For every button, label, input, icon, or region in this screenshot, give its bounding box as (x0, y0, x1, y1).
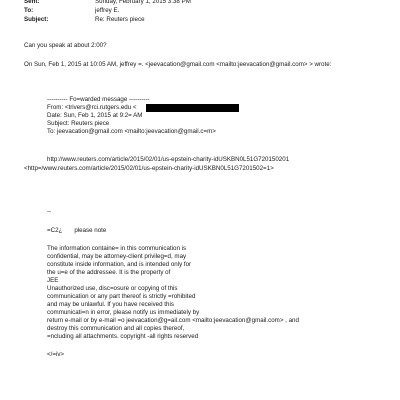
forwarded-separator: ---------- Fo=warded message ---------- (47, 96, 150, 103)
signature-dashes: -- (47, 208, 52, 215)
disclaimer-line: communicati=n in error, please notify us immediately by (47, 309, 200, 316)
encoding-artifact: =C2¿ (47, 227, 63, 234)
please-note-text: please note (74, 227, 107, 234)
disclaimer-line: Unauthorized use, disc=osure or copying of this (47, 285, 178, 292)
disclaimer-line: The information containe= in this communication is (47, 245, 187, 252)
to-row (24, 7, 119, 15)
disclaimer-line: constitute inside information, and is intended only for (47, 261, 192, 268)
forwarded-from: From: <trivers@rci.rutgers.edu < (47, 104, 137, 111)
closing-tag: </=iv> (47, 351, 65, 358)
sent-row (24, 0, 191, 6)
disclaimer-line: JEE (47, 277, 59, 284)
sent-value: Sunday, February 1, 2015 3:38 PM (95, 0, 191, 5)
disclaimer-line: return e-mail or by e-mail =o jeevacation@g=ail.com <mailto:jeevacation@gmail.com> , and (47, 317, 299, 324)
disclaimer-line: destroy this communication and all copies thereof, (47, 325, 185, 332)
please-note-row (47, 227, 106, 235)
subject-label: Subject: (24, 16, 49, 23)
subject-value: Re: Reuters piece (95, 16, 145, 23)
sent-label: Sent: (24, 0, 40, 5)
reply-text: Can you speak at about 2:00? (24, 42, 107, 49)
disclaimer-line: and may be unlawful. If you have received this (47, 301, 174, 308)
disclaimer-line: communication or any part thereof is strictly =rohibited (47, 293, 196, 300)
to-value: jeffrey E. (95, 7, 120, 14)
disclaimer-line: =ncluding all attachments. copyright -all rights reserved (47, 333, 199, 340)
forwarded-subject: Subject: Reuters piece (47, 120, 110, 127)
redaction-bar (146, 104, 239, 112)
forwarded-date: Date: Sun, Feb 1, 2015 at 9:2= AM (47, 112, 143, 119)
quoted-attribution: On Sun, Feb 1, 2015 at 10:05 AM, jeffrey =. <jeevacation@gmail.com <mailto:jeevacation@gmail.com> > wrote: (24, 61, 332, 68)
subject-row (24, 16, 145, 24)
article-url-bracketed: <http=/www.reuters.com/article/2015/02/01/us-epstein-charity-idUSKBN0L51G7201502=1> (24, 165, 274, 172)
disclaimer-line: confidential, may be attorney-client privileg=d, may (47, 253, 187, 260)
disclaimer-line: the u=e of the addressee. It is the property of (47, 269, 171, 276)
article-url: http://www.reuters.com/article/2015/02/01/us-epstein-charity-idUSKBN0L51G720150201 (47, 156, 290, 163)
to-label: To: (24, 7, 34, 14)
forwarded-to: To: jeevacation@gmail.com <mailto:jeevacation@gmail.c=m> (47, 128, 216, 135)
